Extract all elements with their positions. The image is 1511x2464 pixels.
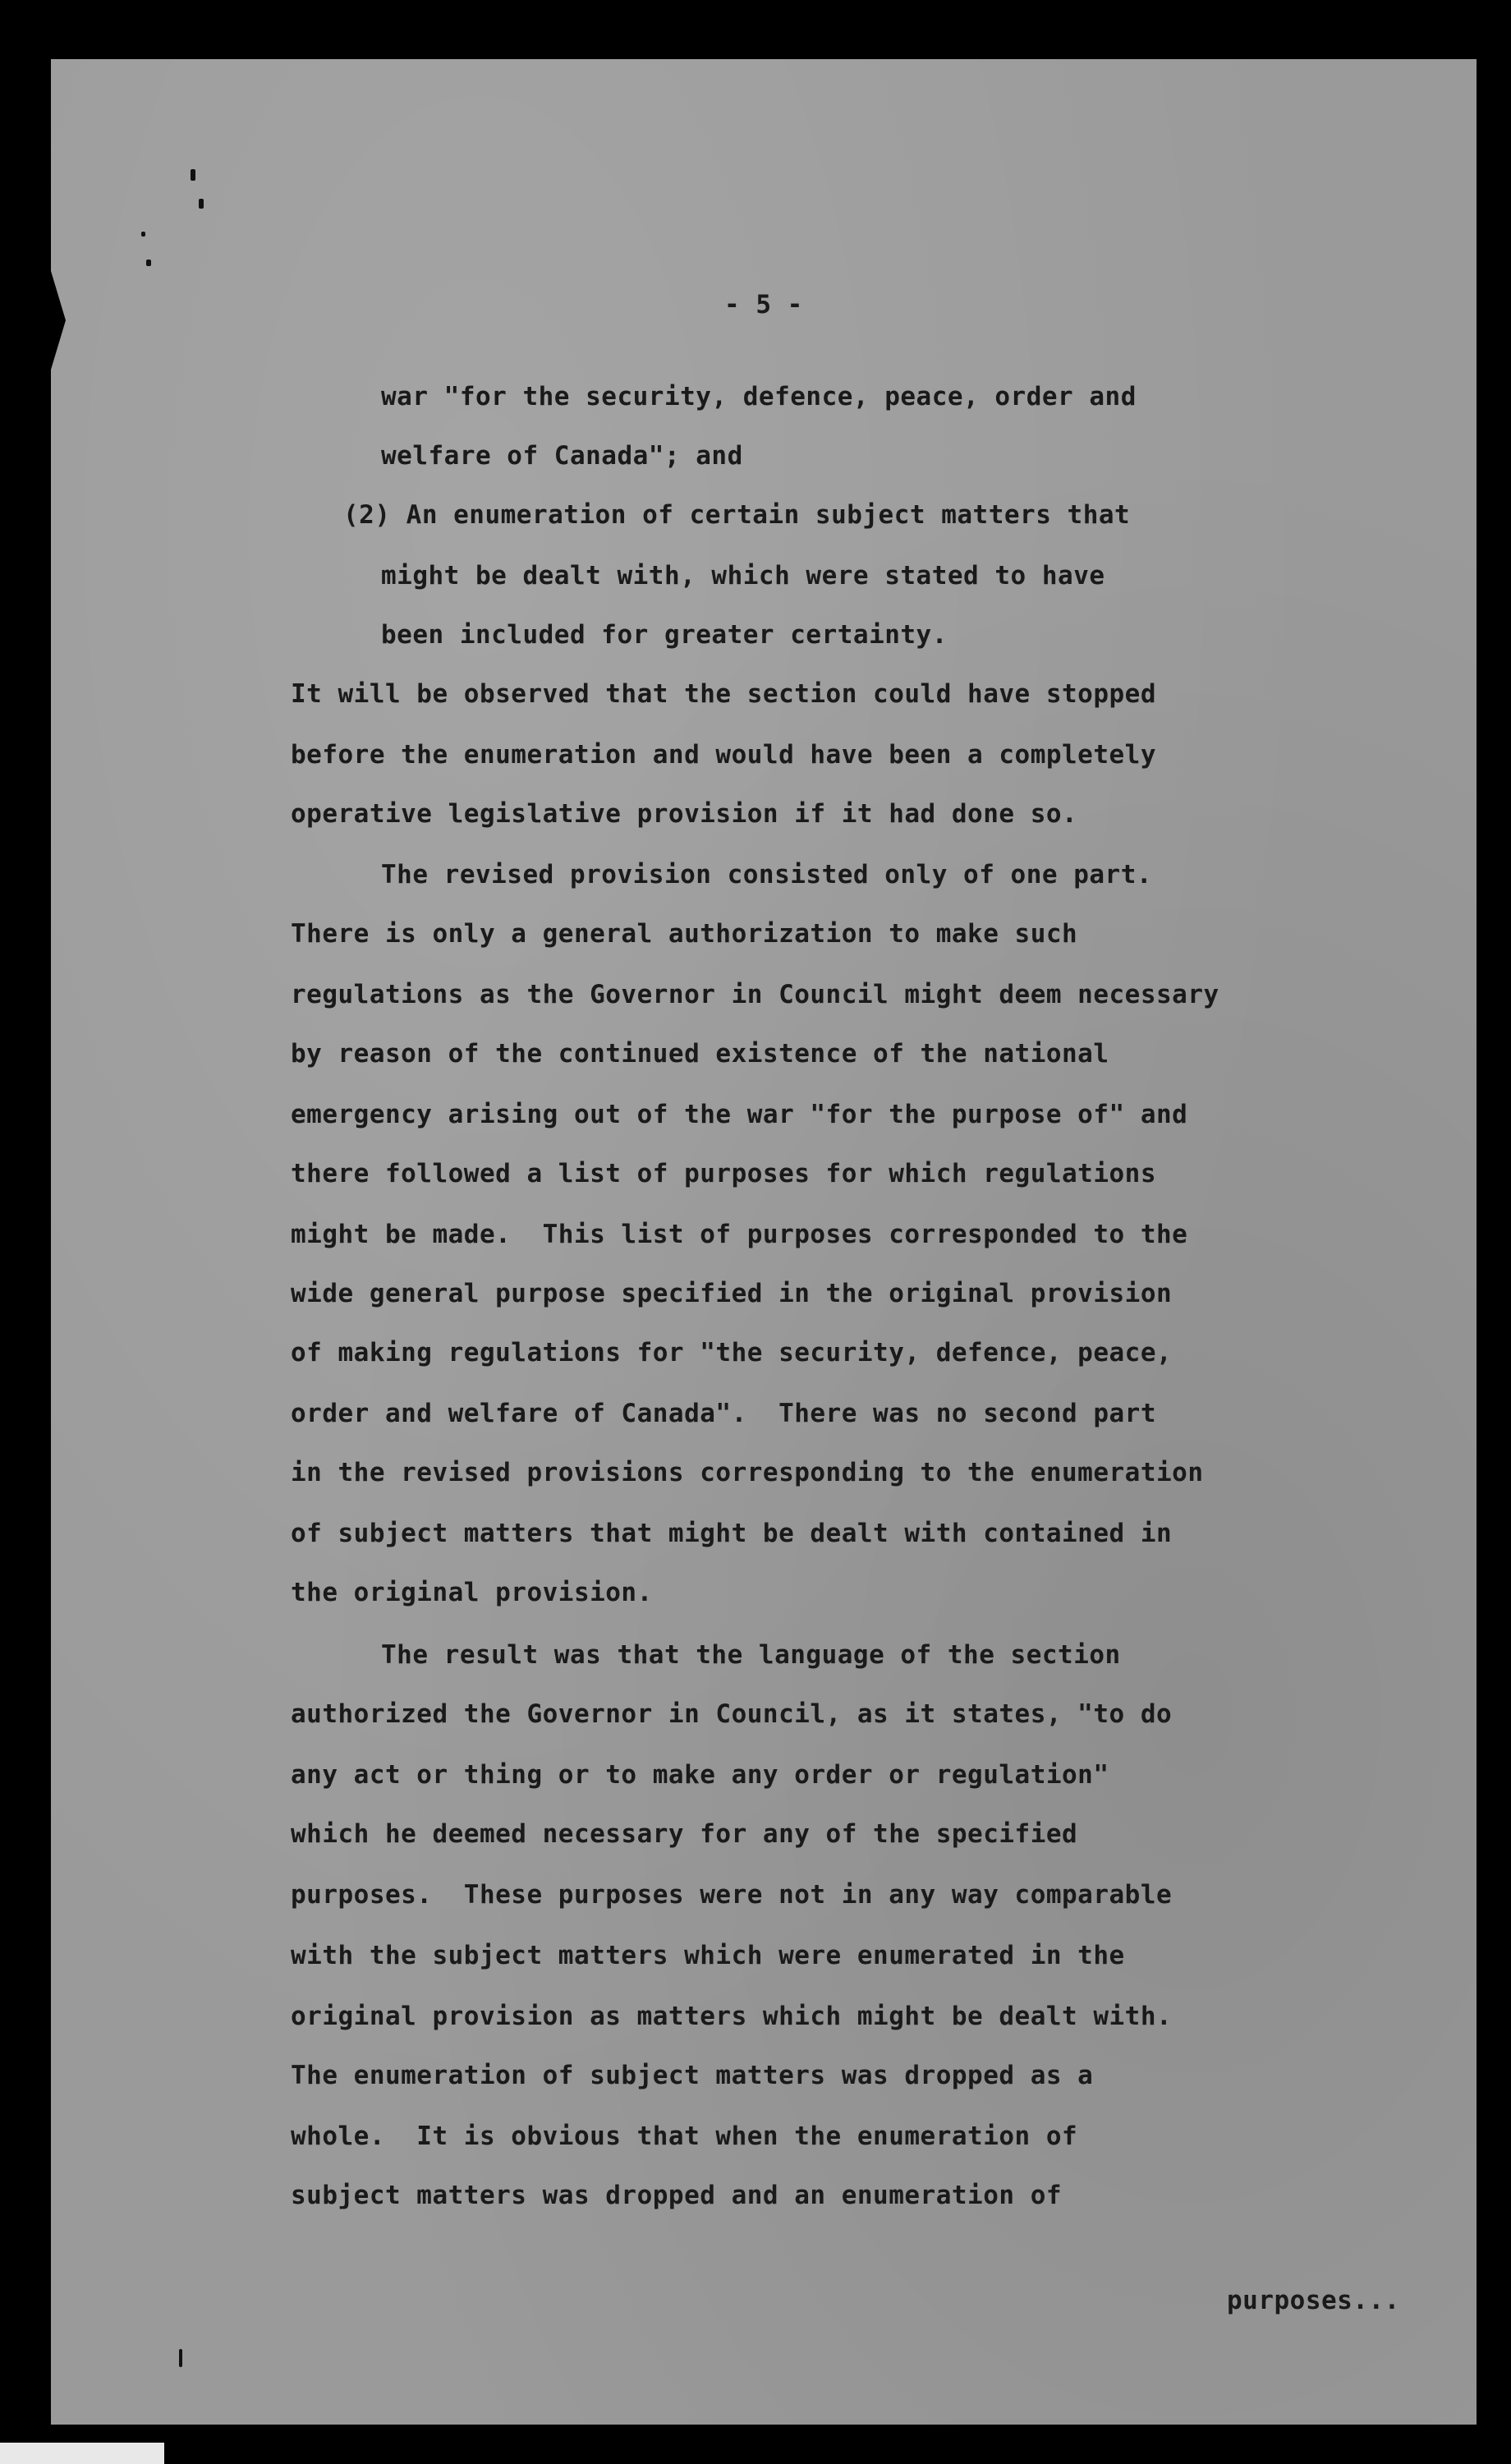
catchword: purposes... xyxy=(1227,2286,1400,2315)
text-line: emergency arising out of the war "for the purpose of" and xyxy=(291,1100,1188,1129)
text-line: purposes. These purposes were not in any way comparable xyxy=(291,1880,1173,1910)
text-line: authorized the Governor in Council, as it states, "to do xyxy=(291,1699,1173,1729)
edge-mark xyxy=(179,2349,182,2367)
film-edge-strip xyxy=(0,2443,164,2464)
text-line: by reason of the continued existence of the national xyxy=(291,1039,1109,1069)
text-line: in the revised provisions corresponding to the enumeration xyxy=(291,1458,1204,1487)
text-line: might be dealt with, which were stated to have xyxy=(381,561,1105,591)
text-line: of subject matters that might be dealt with contained in xyxy=(291,1519,1173,1548)
text-line: whole. It is obvious that when the enumeration of xyxy=(291,2122,1078,2151)
text-line: of making regulations for "the security, defence, peace, xyxy=(291,1338,1173,1368)
text-line: there followed a list of purposes for which regulations xyxy=(291,1159,1156,1188)
text-line: welfare of Canada"; and xyxy=(381,441,743,471)
text-line: before the enumeration and would have been a completely xyxy=(291,740,1156,770)
text-line: with the subject matters which were enumerated in the xyxy=(291,1941,1125,1970)
page-number: - 5 - xyxy=(724,290,803,319)
text-line: There is only a general authorization to make such xyxy=(291,919,1078,949)
text-line: subject matters was dropped and an enumeration of xyxy=(291,2181,1063,2210)
text-line: order and welfare of Canada". There was no second part xyxy=(291,1399,1156,1428)
text-line: The revised provision consisted only of one part. xyxy=(381,860,1153,890)
text-line: might be made. This list of purposes corresponded to the xyxy=(291,1220,1188,1249)
text-line: The result was that the language of the section xyxy=(381,1640,1121,1670)
text-line: regulations as the Governor in Council might deem necessary xyxy=(291,980,1219,1009)
punch-mark xyxy=(199,199,204,209)
text-line: The enumeration of subject matters was dropped as a xyxy=(291,2061,1094,2090)
text-line: original provision as matters which might be dealt with. xyxy=(291,2002,1173,2031)
punch-mark xyxy=(146,260,151,266)
text-line: the original provision. xyxy=(291,1578,653,1607)
punch-mark xyxy=(141,232,145,237)
text-line: been included for greater certainty. xyxy=(381,620,948,650)
text-line: war "for the security, defence, peace, order and xyxy=(381,382,1137,411)
torn-corner xyxy=(51,271,66,370)
punch-mark xyxy=(191,169,195,181)
text-line: any act or thing or to make any order or regulation" xyxy=(291,1760,1109,1790)
text-line: operative legislative provision if it had done so. xyxy=(291,799,1078,829)
text-line: It will be observed that the section could have stopped xyxy=(291,679,1156,709)
text-line: which he deemed necessary for any of the specified xyxy=(291,1819,1078,1849)
text-line: wide general purpose specified in the original provision xyxy=(291,1279,1173,1308)
text-line: (2) An enumeration of certain subject matters that xyxy=(343,500,1131,530)
